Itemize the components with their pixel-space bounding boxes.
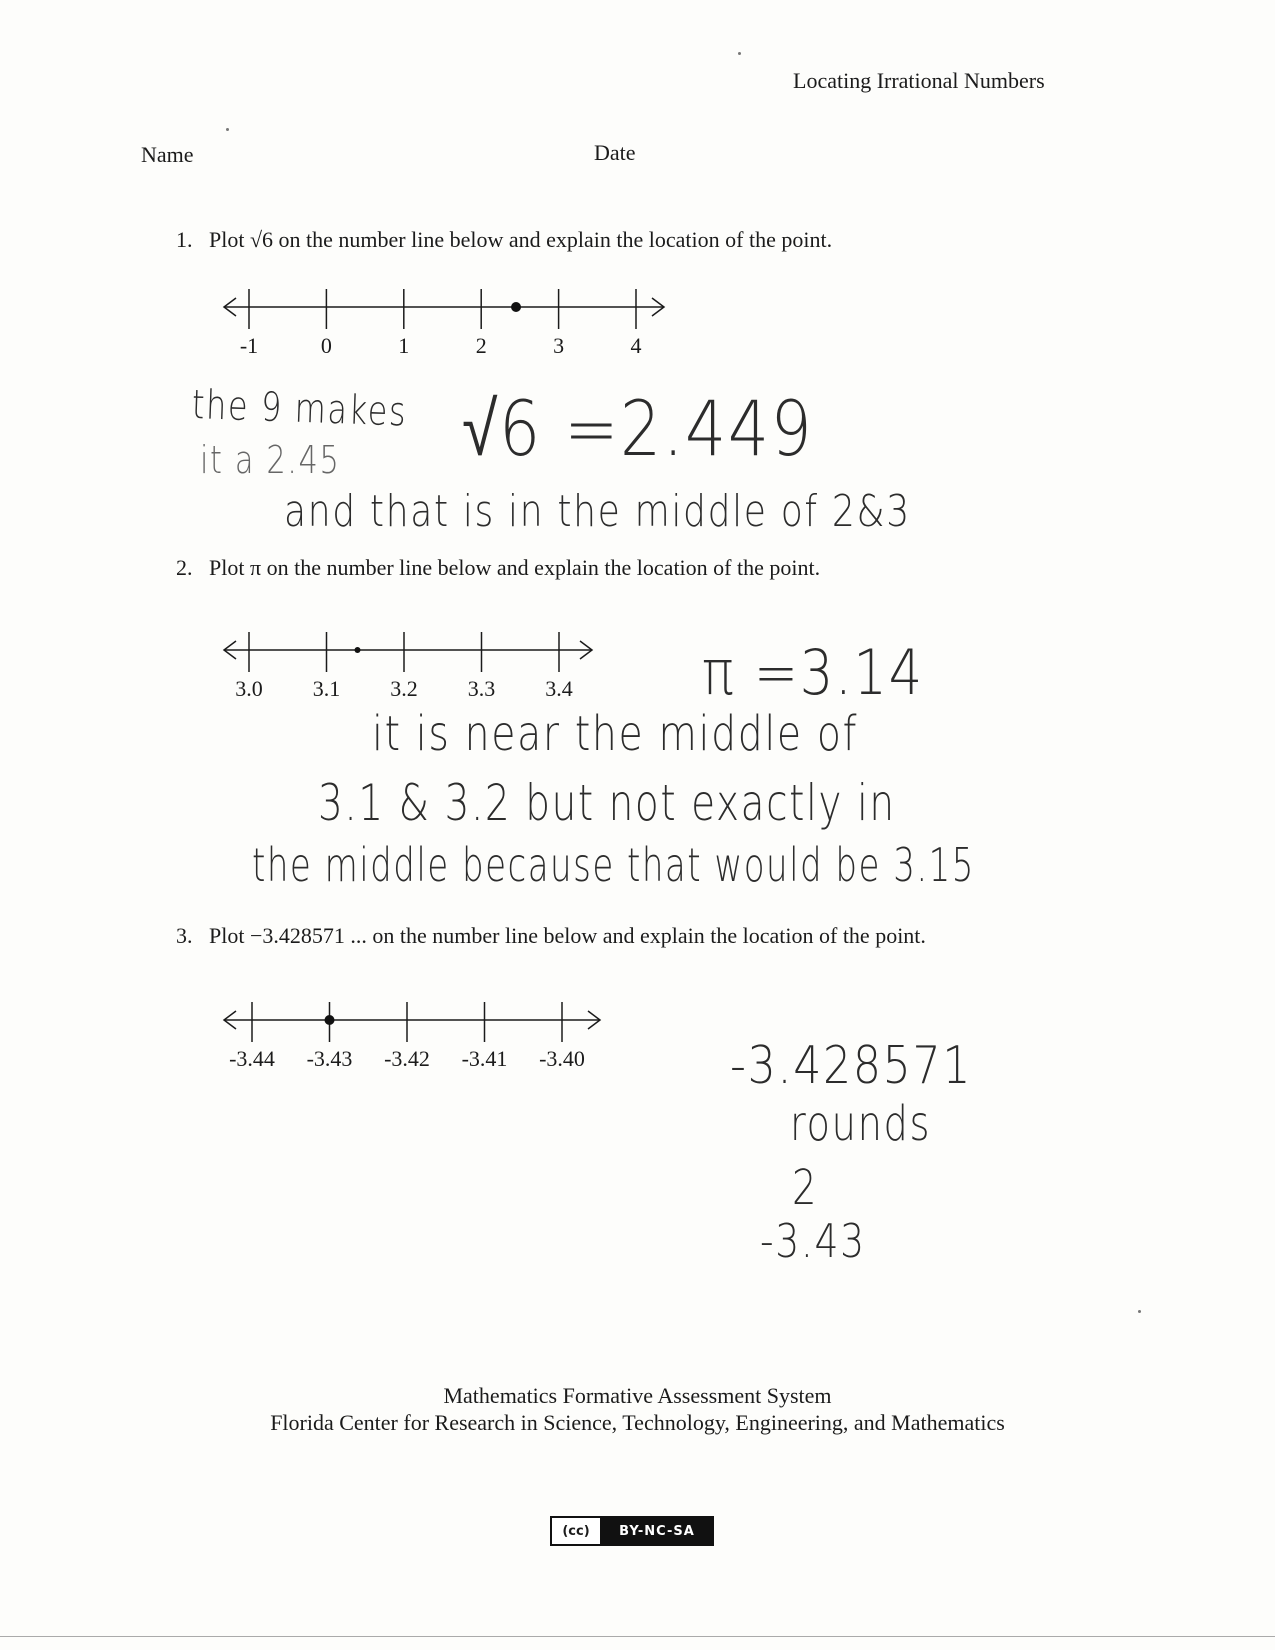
scan-speck — [1138, 1310, 1141, 1313]
question-1-number: 1. — [176, 227, 193, 252]
tick-label: 0 — [320, 333, 332, 358]
tick-label: 3 — [553, 333, 565, 358]
q1-work-line-c: √6 =2.449 — [462, 384, 814, 473]
question-3-number: 3. — [176, 923, 193, 948]
q3-work-line-d: -3.43 — [760, 1214, 866, 1268]
tick-label: 3.2 — [390, 676, 418, 701]
q2-work-line-c: 3.1 & 3.2 but not exactly in — [318, 774, 896, 832]
tick-label: -3.43 — [306, 1046, 353, 1071]
question-2-math: π — [249, 555, 262, 580]
tick-label: 3.0 — [235, 676, 263, 701]
cc-icon: (cc) — [552, 1518, 602, 1544]
tick-label: -3.42 — [384, 1046, 430, 1071]
question-2-prompt-pre: Plot — [209, 555, 250, 580]
q2-work-line-b: it is near the middle of — [372, 706, 859, 762]
tick-label: 2 — [475, 333, 487, 358]
q1-work-line-a: the 9 makes — [191, 382, 409, 436]
q3-work-line-c: 2 — [792, 1160, 819, 1216]
q3-work-line-a: -3.428571 — [730, 1036, 973, 1096]
q2-work-line-a: π =3.14 — [702, 636, 924, 709]
tick-label: 3.4 — [545, 676, 573, 701]
plotted-point — [325, 1015, 335, 1025]
tick-label: 1 — [398, 333, 410, 358]
footer-line-2: Florida Center for Research in Science, Technology, Engineering, and Mathematics — [270, 1410, 1005, 1435]
scan-speck — [738, 52, 741, 55]
tick-label: -3.41 — [461, 1046, 508, 1071]
scan-edge-rule — [0, 1636, 1275, 1637]
q1-work-line-b: it a 2.45 — [200, 438, 341, 482]
tick-label: 4 — [630, 333, 642, 358]
footer-line-1: Mathematics Formative Assessment System — [443, 1383, 832, 1408]
tick-label: 3.3 — [467, 676, 496, 701]
date-label: Date — [594, 140, 636, 165]
tick-label: -1 — [239, 333, 259, 358]
question-3-prompt-post: on the number line below and explain the location of the point. — [366, 923, 926, 948]
worksheet-title: Locating Irrational Numbers — [793, 68, 1045, 93]
license-text: BY-NC-SA — [602, 1518, 712, 1544]
q2-work-line-d: the middle because that would be 3.15 — [252, 838, 975, 892]
question-2-number: 2. — [176, 555, 193, 580]
tick-label: -3.44 — [229, 1046, 275, 1071]
question-1-prompt-post: on the number line below and explain the location of the point. — [273, 227, 833, 252]
q3-work-line-b: rounds — [790, 1096, 932, 1152]
scan-speck — [226, 128, 229, 131]
question-1-math: √6 — [249, 227, 274, 252]
tick-label: 3.1 — [312, 676, 341, 701]
license-badge — [550, 1516, 714, 1546]
question-3-math: −3.428571 ... — [249, 923, 367, 948]
name-label: Name — [141, 142, 194, 167]
tick-label: -3.40 — [539, 1046, 585, 1071]
question-2-prompt-post: on the number line below and explain the location of the point. — [261, 555, 821, 580]
q1-work-line-d: and that is in the middle of 2&3 — [284, 486, 911, 537]
question-3-prompt-pre: Plot — [209, 923, 250, 948]
question-1-prompt-pre: Plot — [209, 227, 250, 252]
